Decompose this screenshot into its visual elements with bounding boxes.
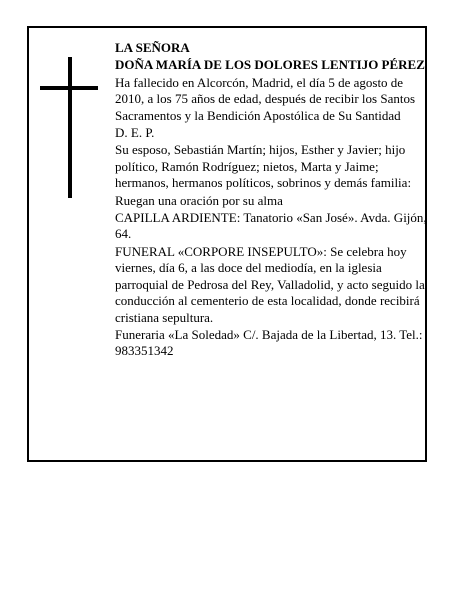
rip-text: D. E. P. (115, 125, 155, 141)
funeral-info: FUNERAL «CORPORE INSEPULTO»: Se celebra hoy viernes, día 6, a las doce del mediodía, en la iglesia parroquial de Pedrosa del Rey, Valladolid, y acto seguido la conducción al cementerio de esta localidad, donde recibirá cristiana sepultura. (115, 243, 425, 325)
notice-heading: LA SEÑORA (115, 40, 190, 55)
deceased-name: DOÑA MARÍA DE LOS DOLORES LENTIJO PÉREZ (115, 57, 425, 73)
obituary-notice (27, 26, 427, 462)
funeral-home-info: Funeraria «La Soledad» C/. Bajada de la Libertad, 13. Tel.: 983351342 (115, 326, 423, 359)
chapel-info: CAPILLA ARDIENTE: Tanatorio «San José». Avda. Gijón, 64. (115, 210, 427, 242)
obituary-text (115, 40, 427, 361)
cross-horizontal-bar (40, 86, 98, 90)
family-list: Su esposo, Sebastián Martín; hijos, Esther y Javier; hijo político, Ramón Rodríguez; nietos, Marta y Jaime; hermanos, hermanos políticos, sobrinos y demás familia: (115, 142, 412, 191)
death-announcement: Ha fallecido en Alcorcón, Madrid, el día 5 de agosto de 2010, a los 75 años de edad, después de recibir los Santos Sacramentos y la Bendición Apostólica de Su Santidad (115, 74, 416, 123)
prayer-request: Ruegan una oración por su alma (115, 192, 283, 208)
cross-vertical-bar (68, 57, 72, 198)
